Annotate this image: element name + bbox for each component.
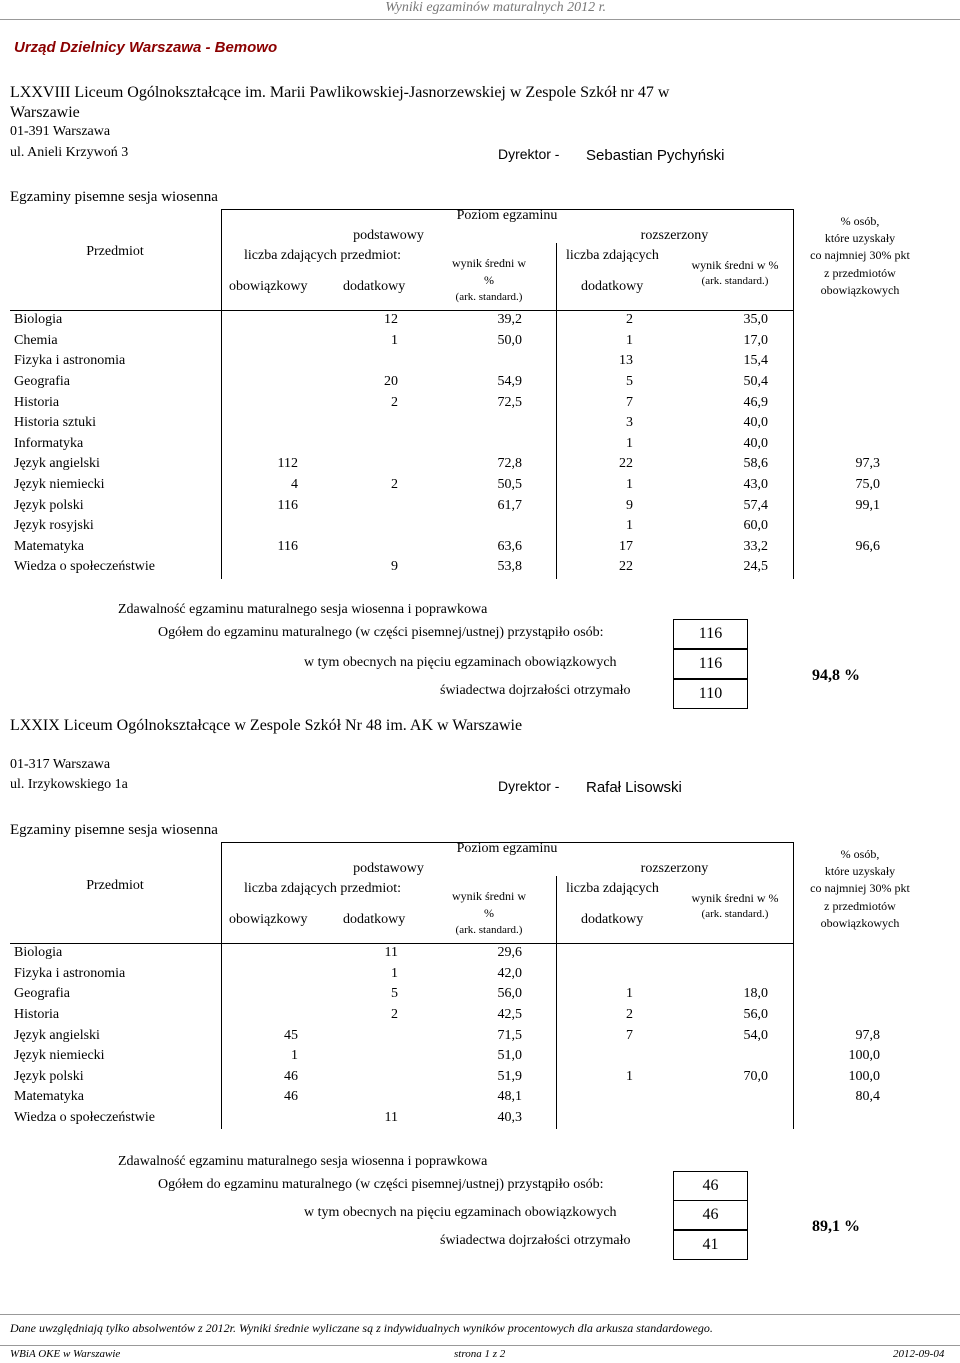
ext-count-cell: 1	[626, 477, 633, 493]
col-extended: rozszerzony	[640, 861, 709, 876]
school-name: LXXIX Liceum Ogólnokształcące w Zespole Szkół Nr 48 im. AK w Warszawie	[10, 717, 523, 734]
additional-count-cell	[298, 537, 398, 558]
pct-cell	[768, 516, 880, 537]
avg-ext-cell: 17,0	[743, 332, 768, 348]
pct-cell	[768, 434, 880, 455]
avg-ext-cell: 40,0	[743, 435, 768, 451]
col-avg-basic-note: (ark. standard.)	[455, 291, 523, 303]
avg-basic-cell: 51,0	[497, 1048, 522, 1064]
mandatory-count-cell	[214, 392, 298, 413]
col-avg-basic: wynik średni w	[452, 889, 526, 903]
table-row	[14, 964, 880, 985]
subject-cell: Geografia	[14, 986, 70, 1002]
avg-ext-cell: 15,4	[743, 353, 768, 369]
avg-basic-cell	[398, 351, 522, 372]
avg-ext-cell: 46,9	[743, 394, 768, 410]
additional-count-cell	[298, 413, 398, 434]
summary-cert-value: 41	[673, 1230, 748, 1260]
summary-present-label: w tym obecnych na pięciu egzaminach obowiązkowych	[304, 655, 617, 670]
mandatory-count-cell	[214, 1108, 298, 1129]
footer-page: strona 1 z 2	[454, 1348, 506, 1360]
table-row	[14, 943, 880, 964]
additional-count-cell: 20	[384, 374, 398, 390]
office-name: Urząd Dzielnicy Warszawa - Bemowo	[14, 39, 278, 56]
footer-rule-2	[0, 1345, 960, 1346]
mandatory-count-cell	[214, 516, 298, 537]
ext-count-cell: 5	[626, 374, 633, 390]
pct-cell	[768, 964, 880, 985]
additional-count-cell: 12	[384, 312, 398, 328]
pct-cell: 96,6	[855, 538, 880, 554]
results-table	[14, 310, 880, 578]
avg-basic-cell: 42,5	[497, 1007, 522, 1023]
summary-title: Zdawalność egzaminu maturalnego sesja wiosenna i poprawkowa	[118, 602, 488, 617]
session-title: Egzaminy pisemne sesja wiosenna	[10, 822, 218, 838]
ext-count-cell: 3	[626, 415, 633, 431]
summary-cert-label: świadectwa dojrzałości otrzymało	[440, 1233, 631, 1248]
additional-count-cell: 9	[391, 559, 398, 575]
ext-count-cell: 1	[626, 1068, 633, 1084]
subject-cell: Język angielski	[14, 456, 100, 472]
avg-basic-cell: 42,0	[497, 965, 522, 981]
subject-cell: Matematyka	[14, 1089, 84, 1105]
col-level: Poziom egzaminu	[456, 208, 558, 223]
subject-cell: Fizyka i astronomia	[14, 965, 126, 981]
ext-count-cell: 9	[626, 497, 633, 513]
ext-count-cell	[522, 1087, 633, 1108]
mandatory-count-cell: 116	[277, 497, 298, 513]
mandatory-count-cell	[214, 351, 298, 372]
pct-cell	[768, 351, 880, 372]
subject-cell: Historia	[14, 394, 60, 410]
ext-count-cell: 2	[626, 1007, 633, 1023]
col-pct-2: które uzyskały	[824, 864, 896, 878]
ext-count-cell: 1	[626, 518, 633, 534]
col-avg-basic-unit: %	[484, 273, 494, 287]
ext-count-cell	[522, 964, 633, 985]
col-ext-count: liczba zdających	[566, 248, 659, 263]
avg-ext-cell: 50,4	[743, 374, 768, 390]
pct-cell: 80,4	[855, 1089, 880, 1105]
school-name-cont: Warszawie	[10, 104, 80, 121]
summary-total-label: Ogółem do egzaminu maturalnego (w części pisemnej/ustnej) przystąpiło osób:	[158, 625, 604, 640]
additional-count-cell	[298, 516, 398, 537]
pct-cell	[768, 372, 880, 393]
subject-cell: Biologia	[14, 945, 63, 961]
pct-cell	[768, 984, 880, 1005]
subject-cell: Wiedza o społeczeństwie	[14, 559, 155, 575]
mandatory-count-cell: 46	[284, 1089, 298, 1105]
pct-cell	[768, 413, 880, 434]
table-row	[14, 1005, 880, 1026]
school-postal: 01-391 Warszawa	[10, 124, 111, 139]
table-row	[14, 331, 880, 352]
avg-basic-cell: 54,9	[497, 374, 522, 390]
avg-basic-cell: 72,8	[497, 456, 522, 472]
session-title: Egzaminy pisemne sesja wiosenna	[10, 189, 218, 205]
mandatory-count-cell	[214, 984, 298, 1005]
col-basic-count: liczba zdających przedmiot:	[244, 248, 402, 263]
footer-date: 2012-09-04	[893, 1348, 945, 1360]
mandatory-count-cell	[214, 310, 298, 331]
avg-ext-cell: 24,5	[743, 559, 768, 575]
footer-rule	[0, 1314, 960, 1315]
col-pct-5: obowiązkowych	[820, 283, 900, 297]
col-subject: Przedmiot	[86, 244, 144, 259]
pct-cell: 100,0	[848, 1048, 880, 1064]
avg-ext-cell	[633, 943, 768, 964]
avg-ext-cell: 60,0	[743, 518, 768, 534]
col-avg-basic-note: (ark. standard.)	[455, 924, 523, 936]
table-row	[14, 1025, 880, 1046]
school-street: ul. Irzykowskiego 1a	[10, 777, 128, 792]
additional-count-cell	[298, 351, 398, 372]
director-label: Dyrektor -	[498, 146, 560, 162]
subject-cell: Fizyka i astronomia	[14, 353, 126, 369]
mandatory-count-cell	[214, 1005, 298, 1026]
header-rule	[0, 19, 960, 20]
additional-count-cell	[298, 1087, 398, 1108]
avg-basic-cell: 40,3	[497, 1110, 522, 1126]
mandatory-count-cell: 4	[291, 477, 298, 493]
additional-count-cell: 11	[384, 1110, 398, 1126]
pct-cell	[768, 1005, 880, 1026]
summary-present-value: 46	[673, 1200, 748, 1230]
col-avg-basic: wynik średni w	[452, 256, 526, 270]
pct-cell: 99,1	[855, 497, 880, 513]
table-row	[14, 310, 880, 331]
mandatory-count-cell: 116	[277, 538, 298, 554]
pct-cell: 97,8	[855, 1027, 880, 1043]
avg-ext-cell	[633, 1108, 768, 1129]
ext-count-cell: 13	[619, 353, 633, 369]
additional-count-cell	[298, 1046, 398, 1067]
ext-count-cell: 1	[626, 435, 633, 451]
col-avg-basic-unit: %	[484, 906, 494, 920]
avg-basic-cell: 72,5	[497, 394, 522, 410]
footer-note: Dane uwzględniają tylko absolwentów z 2012r. Wyniki średnie wyliczane są z indywidualnych wyników procentowych dla arkusza standardowego.	[10, 1321, 713, 1335]
pct-cell	[768, 310, 880, 331]
table-row	[14, 557, 880, 578]
avg-ext-cell	[633, 1046, 768, 1067]
subject-cell: Język niemiecki	[14, 477, 105, 493]
additional-count-cell: 5	[391, 986, 398, 1002]
col-pct: % osób,	[840, 847, 880, 861]
avg-basic-cell: 48,1	[497, 1089, 522, 1105]
table-row	[14, 454, 880, 475]
ext-count-cell: 7	[626, 1027, 633, 1043]
avg-ext-cell: 58,6	[743, 456, 768, 472]
col-pct-3: co najmniej 30% pkt	[810, 881, 910, 895]
ext-count-cell: 2	[626, 312, 633, 328]
mandatory-count-cell	[214, 943, 298, 964]
table-row	[14, 1108, 880, 1129]
summary-present-label: w tym obecnych na pięciu egzaminach obowiązkowych	[304, 1205, 617, 1220]
ext-count-cell: 17	[619, 538, 633, 554]
ext-count-cell: 1	[626, 332, 633, 348]
avg-basic-cell: 29,6	[497, 945, 522, 961]
subject-cell: Biologia	[14, 312, 63, 328]
col-basic: podstawowy	[353, 861, 424, 876]
pct-cell: 100,0	[848, 1068, 880, 1084]
table-row	[14, 475, 880, 496]
pct-cell	[768, 943, 880, 964]
ext-count-cell	[522, 1108, 633, 1129]
mandatory-count-cell	[214, 557, 298, 578]
pct-cell	[768, 557, 880, 578]
subject-cell: Język niemiecki	[14, 1048, 105, 1064]
director-name: Rafał Lisowski	[586, 779, 682, 796]
subject-cell: Informatyka	[14, 435, 84, 451]
subject-cell: Geografia	[14, 374, 70, 390]
mandatory-count-cell	[214, 434, 298, 455]
mandatory-count-cell	[214, 964, 298, 985]
ext-count-cell: 1	[626, 986, 633, 1002]
table-row	[14, 372, 880, 393]
summary-total-label: Ogółem do egzaminu maturalnego (w części pisemnej/ustnej) przystąpiło osób:	[158, 1177, 604, 1192]
additional-count-cell: 11	[384, 945, 398, 961]
subject-cell: Historia	[14, 1007, 60, 1023]
avg-basic-cell: 39,2	[497, 312, 522, 328]
col-basic: podstawowy	[353, 228, 424, 243]
avg-basic-cell	[398, 413, 522, 434]
additional-count-cell: 1	[391, 965, 398, 981]
additional-count-cell: 2	[391, 477, 398, 493]
additional-count-cell: 2	[391, 1007, 398, 1023]
avg-ext-cell	[633, 1087, 768, 1108]
avg-ext-cell: 43,0	[743, 477, 768, 493]
subject-cell: Wiedza o społeczeństwie	[14, 1110, 155, 1126]
table-row	[14, 413, 880, 434]
additional-count-cell	[298, 434, 398, 455]
col-basic-count: liczba zdających przedmiot:	[244, 881, 402, 896]
subject-cell: Matematyka	[14, 538, 84, 554]
pct-cell: 97,3	[855, 456, 880, 472]
col-pct-4: z przedmiotów	[824, 266, 896, 280]
col-level: Poziom egzaminu	[456, 841, 558, 856]
mandatory-count-cell	[214, 413, 298, 434]
summary-cert-value: 110	[673, 679, 748, 709]
mandatory-count-cell: 46	[284, 1068, 298, 1084]
pct-cell	[768, 1108, 880, 1129]
additional-count-cell: 2	[391, 394, 398, 410]
additional-count-cell	[298, 454, 398, 475]
pct-cell: 75,0	[855, 477, 880, 493]
avg-basic-cell: 50,0	[497, 332, 522, 348]
col-mandatory: obowiązkowy	[229, 279, 308, 294]
summary-title: Zdawalność egzaminu maturalnego sesja wiosenna i poprawkowa	[118, 1154, 488, 1169]
director-name: Sebastian Pychyński	[586, 147, 725, 164]
col-pct-4: z przedmiotów	[824, 899, 896, 913]
table-row	[14, 984, 880, 1005]
col-avg-ext: wynik średni w %	[691, 258, 779, 272]
table-row	[14, 351, 880, 372]
col-additional: dodatkowy	[343, 279, 406, 294]
ext-count-cell: 22	[619, 559, 633, 575]
additional-count-cell	[298, 495, 398, 516]
subject-cell: Chemia	[14, 332, 58, 348]
mandatory-count-cell: 112	[277, 456, 298, 472]
col-mandatory: obowiązkowy	[229, 912, 308, 927]
school-postal: 01-317 Warszawa	[10, 757, 111, 772]
summary-total-value: 46	[673, 1171, 748, 1201]
avg-basic-cell: 50,5	[497, 477, 522, 493]
col-pct: % osób,	[840, 214, 880, 228]
avg-ext-cell: 33,2	[743, 538, 768, 554]
summary-present-value: 116	[673, 649, 748, 679]
pass-rate: 89,1 %	[812, 1218, 860, 1235]
avg-ext-cell: 40,0	[743, 415, 768, 431]
pass-rate: 94,8 %	[812, 667, 860, 684]
avg-basic-cell	[398, 434, 522, 455]
table-row	[14, 1067, 880, 1088]
results-table	[14, 943, 880, 1128]
avg-basic-cell: 53,8	[497, 559, 522, 575]
document-title: Wyniki egzaminów maturalnych 2012 r.	[385, 0, 606, 15]
ext-count-cell: 7	[626, 394, 633, 410]
director-label: Dyrektor -	[498, 778, 560, 794]
avg-ext-cell: 54,0	[743, 1027, 768, 1043]
table-row	[14, 1046, 880, 1067]
col-avg-ext-note: (ark. standard.)	[701, 275, 769, 287]
table-row	[14, 1087, 880, 1108]
col-extended: rozszerzony	[640, 228, 709, 243]
pct-cell	[768, 331, 880, 352]
avg-basic-cell: 51,9	[497, 1068, 522, 1084]
table-row	[14, 537, 880, 558]
table-row	[14, 434, 880, 455]
avg-basic-cell: 56,0	[497, 986, 522, 1002]
avg-basic-cell: 71,5	[497, 1027, 522, 1043]
subject-cell: Język polski	[14, 497, 84, 513]
pct-cell	[768, 392, 880, 413]
col-ext-additional: dodatkowy	[581, 912, 644, 927]
avg-ext-cell: 70,0	[743, 1068, 768, 1084]
ext-count-cell: 22	[619, 456, 633, 472]
subject-cell: Język rosyjski	[14, 518, 94, 534]
mandatory-count-cell: 1	[291, 1048, 298, 1064]
avg-basic-cell: 61,7	[497, 497, 522, 513]
table-row	[14, 495, 880, 516]
school-name: LXXVIII Liceum Ogólnokształcące im. Marii Pawlikowskiej-Jasnorzewskiej w Zespole Szkół nr 47 w	[10, 84, 670, 101]
mandatory-count-cell	[214, 331, 298, 352]
additional-count-cell	[298, 1067, 398, 1088]
table-row	[14, 392, 880, 413]
avg-basic-cell: 63,6	[497, 538, 522, 554]
subject-cell: Język polski	[14, 1068, 84, 1084]
col-avg-ext-note: (ark. standard.)	[701, 908, 769, 920]
subject-cell: Język angielski	[14, 1027, 100, 1043]
subject-cell: Historia sztuki	[14, 415, 97, 431]
col-ext-additional: dodatkowy	[581, 279, 644, 294]
mandatory-count-cell: 45	[284, 1027, 298, 1043]
footer-org: WBiA OKE w Warszawie	[10, 1348, 121, 1360]
avg-ext-cell	[633, 964, 768, 985]
ext-count-cell	[522, 943, 633, 964]
summary-cert-label: świadectwa dojrzałości otrzymało	[440, 683, 631, 698]
mandatory-count-cell	[214, 372, 298, 393]
avg-basic-cell	[398, 516, 522, 537]
school-street: ul. Anieli Krzywoń 3	[10, 145, 129, 160]
col-subject: Przedmiot	[86, 878, 144, 893]
ext-count-cell	[522, 1046, 633, 1067]
col-pct-5: obowiązkowych	[820, 916, 900, 930]
col-avg-ext: wynik średni w %	[691, 891, 779, 905]
additional-count-cell: 1	[391, 332, 398, 348]
col-pct-3: co najmniej 30% pkt	[810, 248, 910, 262]
avg-ext-cell: 18,0	[743, 986, 768, 1002]
avg-ext-cell: 35,0	[743, 312, 768, 328]
table-row	[14, 516, 880, 537]
col-ext-count: liczba zdających	[566, 881, 659, 896]
avg-ext-cell: 57,4	[743, 497, 768, 513]
summary-total-value: 116	[673, 619, 748, 649]
col-pct-2: które uzyskały	[824, 231, 896, 245]
additional-count-cell	[298, 1025, 398, 1046]
avg-ext-cell: 56,0	[743, 1007, 768, 1023]
col-additional: dodatkowy	[343, 912, 406, 927]
